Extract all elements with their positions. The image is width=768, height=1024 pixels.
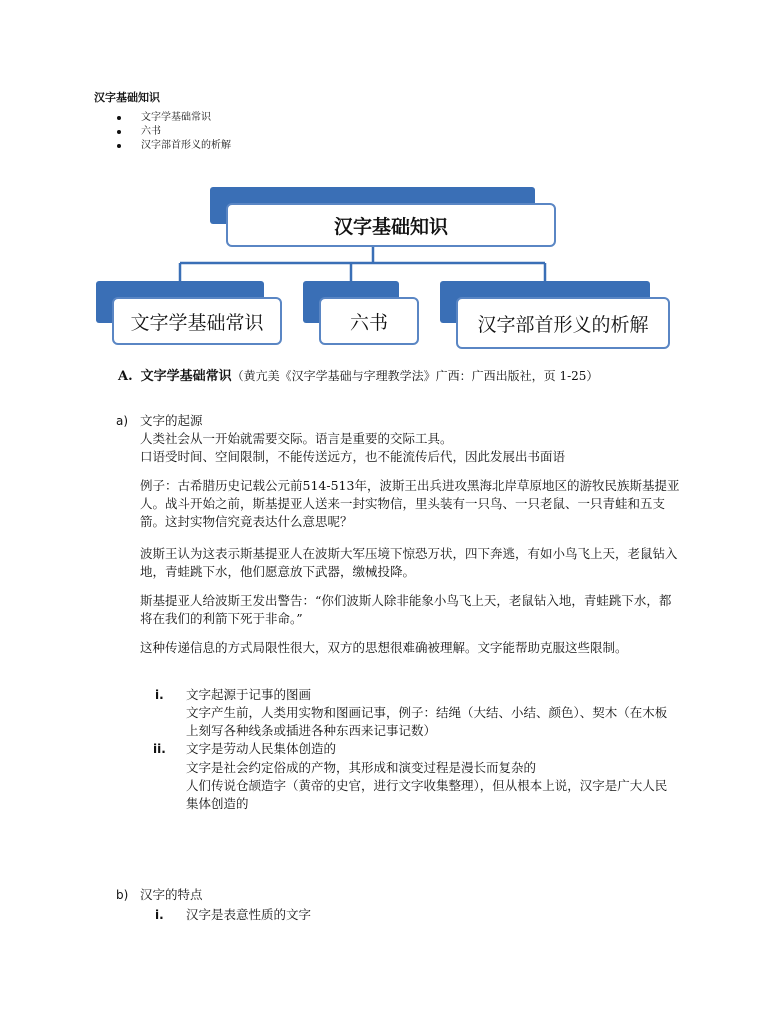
- root-node: 汉字基础知识: [226, 203, 556, 247]
- paragraph-warning: 斯基提亚人给波斯王发出警告：“你们波斯人除非能象小鸟飞上天，老鼠钻入地，青蛙跳下水，都将在我们的利箭下死于非命。”: [140, 593, 672, 626]
- paragraph-line: 人类社会从一开始就需要交际。语言是重要的交际工具。: [140, 431, 453, 446]
- subsection-marker: a): [116, 414, 129, 428]
- section-reference: （黄亢美《汉字学基础与字理教学法》广西：广西出版社，页 1-25）: [231, 369, 599, 383]
- item-heading: 文字是劳动人民集体创造的: [186, 741, 337, 756]
- section-name: 文字学基础常识: [140, 369, 232, 384]
- outline-item: 汉字部首形义的析解: [117, 139, 231, 153]
- item-text: 人们传说仓颉造字（黄帝的史官，进行文字收集整理），但从根本上说，汉字是广大人民集体创造的: [186, 778, 668, 811]
- item-heading: 文字起源于记事的图画: [186, 687, 312, 702]
- item-text: 文字产生前，人类用实物和图画记事，例子：结绳（大结、小结、颜色）、契木（在木板上刻写各种线条或插进各种东西来记事记数）: [186, 705, 668, 738]
- item-text: 文字是社会约定俗成的产物，其形成和演变过程是漫长而复杂的: [186, 760, 537, 775]
- outline-item: 六书: [117, 125, 231, 139]
- outline-list: [117, 111, 231, 153]
- subsection-heading: 汉字的特点: [140, 887, 203, 902]
- child-node-radicals: 汉字部首形义的析解: [456, 297, 670, 349]
- item-heading: 汉字是表意性质的文字: [186, 907, 312, 922]
- item-marker: i.: [155, 688, 164, 702]
- paragraph-interpretation: 波斯王认为这表示斯基提亚人在波斯大军压境下惊恐万状，四下奔逃，有如小鸟飞上天，老鼠钻入地，青蛙跳下水，他们愿意放下武器，缴械投降。: [140, 546, 678, 579]
- subsection-heading: 文字的起源: [140, 413, 203, 428]
- outline-item: 文字学基础常识: [117, 111, 231, 125]
- document-title: 汉字基础知识: [94, 91, 160, 104]
- paragraph-line: 口语受时间、空间限制，不能传送远方，也不能流传后代，因此发展出书面语: [140, 449, 566, 464]
- subsection-marker: b): [116, 888, 129, 902]
- child-node-liushu: 六书: [319, 297, 419, 345]
- paragraph-conclusion: 这种传递信息的方式局限性很大，双方的思想很难确被理解。文字能帮助克服这些限制。: [140, 640, 628, 655]
- item-marker: ii.: [153, 742, 166, 756]
- item-marker: i.: [155, 908, 164, 922]
- child-node-basics: 文字学基础常识: [112, 297, 282, 345]
- paragraph-example: 例子：古希腊历史记载公元前514-513年，波斯王出兵进攻黑海北岸草原地区的游牧民族斯基提亚人。战斗开始之前，斯基提亚人送来一封实物信，里头装有一只鸟、一只老鼠、一只青蛙和五支箭。这封实物信究竟表达什么意思呢？: [140, 478, 680, 529]
- section-label: A.: [118, 369, 133, 384]
- section-heading: [118, 365, 598, 384]
